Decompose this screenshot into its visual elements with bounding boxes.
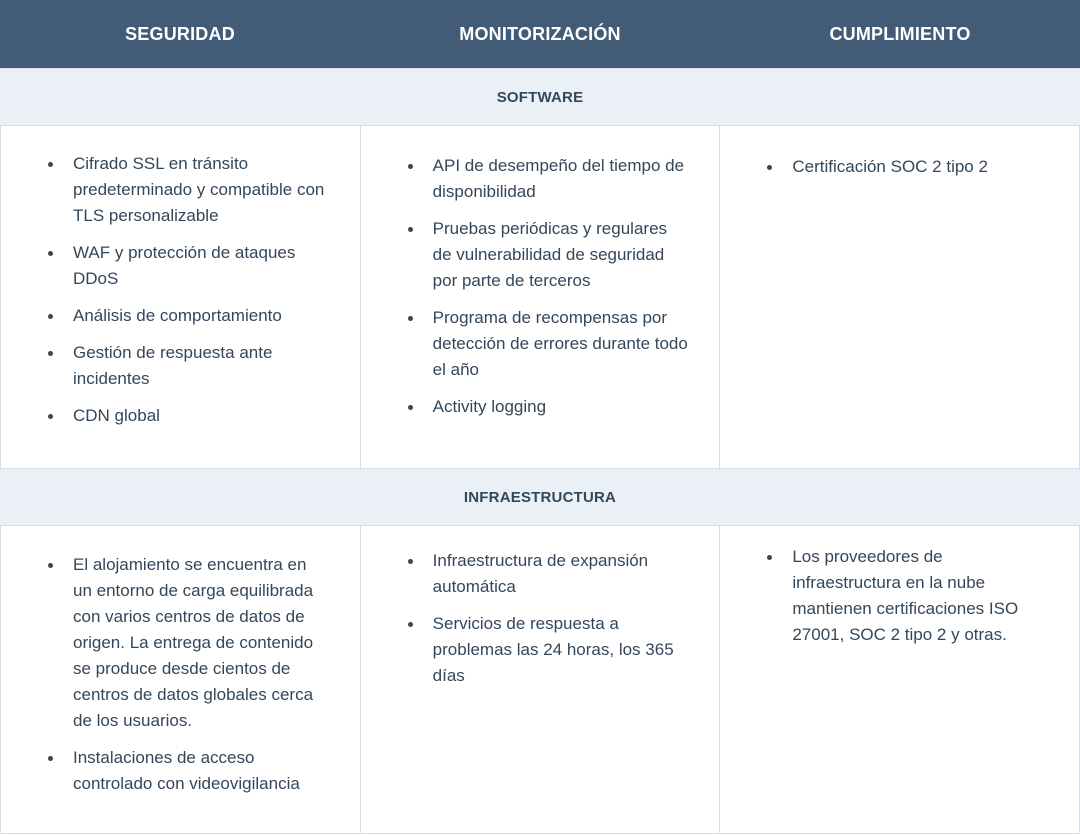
list-item: Servicios de respuesta a problemas las 24 horas, los 365 días [433,611,690,689]
column-header-cumplimiento: CUMPLIMIENTO [829,23,971,44]
column-header-seguridad: SEGURIDAD [125,23,235,44]
section-title-software: SOFTWARE [0,68,1080,126]
list-item: Infraestructura de expansión automática [433,548,690,600]
list-item: Pruebas periódicas y regulares de vulnerabilidad de seguridad por parte de terceros [433,216,690,294]
software-cumplimiento-list [764,154,1049,180]
list-item: CDN global [73,403,330,429]
section-content-infraestructura [0,526,1080,834]
infraestructura-cumplimiento-cell [720,526,1080,833]
column-header-monitorizacion: MONITORIZACIÓN [459,23,621,44]
list-item: Gestión de respuesta ante incidentes [73,340,330,392]
section-title-infraestructura: INFRAESTRUCTURA [0,468,1080,526]
list-item: API de desempeño del tiempo de disponibilidad [433,153,690,205]
list-item: El alojamiento se encuentra en un entorno de carga equilibrada con varios centros de datos de origen. La entrega de contenido se produce desde cientos de centros de datos globales cerca de los usuarios. [73,552,330,734]
infraestructura-seguridad-cell [0,526,361,833]
list-item: WAF y protección de ataques DDoS [73,240,330,292]
list-item: Los proveedores de infraestructura en la nube mantienen certificaciones ISO 27001, SOC 2 tipo 2 y otras. [792,544,1049,648]
software-seguridad-cell [0,126,361,468]
software-cumplimiento-cell [720,126,1080,468]
infraestructura-monitorizacion-list [405,548,690,689]
section-content-software [0,126,1080,468]
software-monitorizacion-list [405,153,690,420]
list-item: Instalaciones de acceso controlado con videovigilancia [73,745,330,797]
infraestructura-cumplimiento-list [764,544,1049,648]
software-seguridad-list [45,151,330,429]
list-item: Activity logging [433,394,690,420]
list-item: Análisis de comportamiento [73,303,330,329]
list-item: Cifrado SSL en tránsito predeterminado y compatible con TLS personalizable [73,151,330,229]
table-header [0,0,1080,68]
infraestructura-seguridad-list [45,552,330,797]
software-monitorizacion-cell [361,126,721,468]
infraestructura-monitorizacion-cell [361,526,721,833]
list-item: Certificación SOC 2 tipo 2 [792,154,1049,180]
list-item: Programa de recompensas por detección de errores durante todo el año [433,305,690,383]
